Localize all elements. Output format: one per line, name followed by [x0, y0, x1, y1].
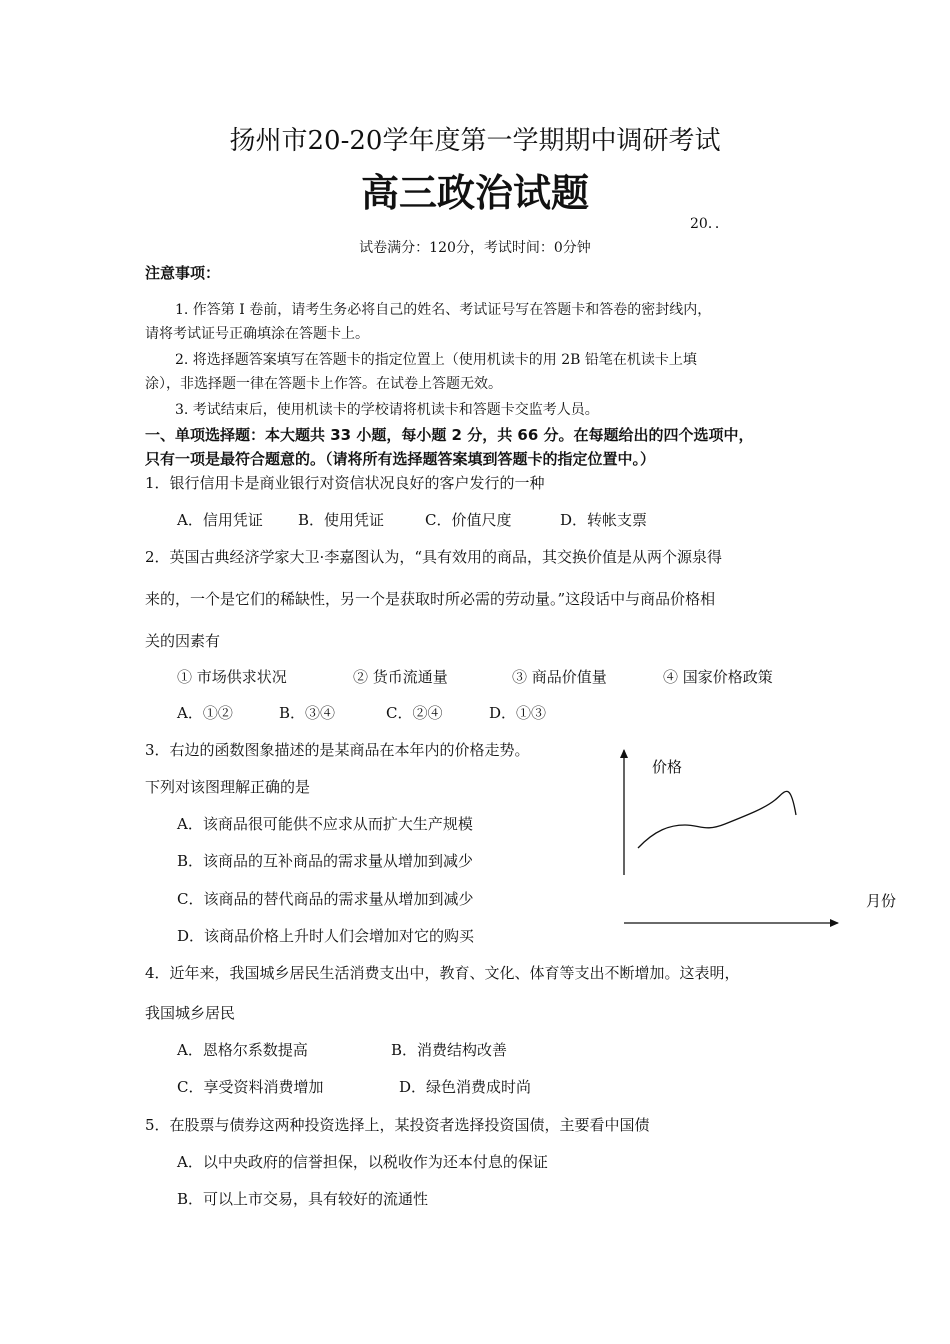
- q2-item-3: ③ 商品价值量: [512, 668, 607, 686]
- q4-option-a: A．恩格尔系数提高: [177, 1041, 308, 1059]
- q1-option-b: B．使用凭证: [298, 511, 385, 529]
- q1-option-d: D．转帐支票: [560, 511, 648, 529]
- q4-option-d: D．绿色消费成时尚: [399, 1078, 532, 1096]
- q3-stem-line-1: 3．右边的函数图象描述的是某商品在本年内的价格走势。: [145, 741, 530, 759]
- q2-option-c: C．②④: [386, 704, 443, 722]
- section1-line-2: 只有一项是最符合题意的。（请将所有选择题答案填到答题卡的指定位置中。）: [145, 450, 656, 468]
- q4-option-c: C．享受资料消费增加: [177, 1078, 324, 1096]
- q2-item-2: ② 货币流通量: [353, 668, 448, 686]
- q2-item-1: ① 市场供求状况: [177, 668, 287, 686]
- q5-stem: 5．在股票与债券这两种投资选择上，某投资者选择投资国债，主要看中国债: [145, 1116, 650, 1134]
- q2-option-d: D．①③: [489, 704, 547, 722]
- note-2-line-1: 2. 将选择题答案填写在答题卡的指定位置上（使用机读卡的用 2B 铅笔在机读卡上填: [175, 352, 697, 368]
- paper-title: 高三政治试题: [360, 171, 589, 215]
- q2-stem-line-2: 来的，一个是它们的稀缺性，另一个是获取时所必需的劳动量。”这段话中与商品价格相: [145, 590, 716, 608]
- q3-stem-line-2: 下列对该图理解正确的是: [145, 778, 311, 796]
- q3-option-c: C．该商品的替代商品的需求量从增加到减少: [177, 890, 474, 908]
- q3-option-d: D．该商品价格上升时人们会增加对它的购买: [177, 927, 475, 945]
- q2-option-a: A．①②: [177, 704, 233, 722]
- price-trend-graph: [600, 740, 910, 940]
- q3-option-b: B．该商品的互补商品的需求量从增加到减少: [177, 852, 474, 870]
- y-axis-label: 价格: [652, 758, 683, 776]
- q4-stem-line-1: 4．近年来，我国城乡居民生活消费支出中，教育、文化、体育等支出不断增加。这表明，: [145, 964, 740, 982]
- note-1-line-2: 请将考试证号正确填涂在答题卡上。: [145, 326, 369, 342]
- q1-option-a: A．信用凭证: [177, 511, 263, 529]
- q1-stem: 1．银行信用卡是商业银行对资信状况良好的客户发行的一种: [145, 474, 545, 492]
- exam-date: 20．．: [690, 216, 729, 232]
- note-3: 3. 考试结束后，使用机读卡的学校请将机读卡和答题卡交监考人员。: [175, 402, 599, 418]
- score-info: 试卷满分：120分，考试时间：0分钟: [359, 240, 591, 256]
- q4-option-b: B．消费结构改善: [391, 1041, 508, 1059]
- section1-line-1: 一、单项选择题：本大题共 33 小题，每小题 2 分，共 66 分。在每题给出的四个选项中，: [145, 426, 754, 444]
- exam-title: 扬州市20-20学年度第一学期期中调研考试: [229, 126, 721, 156]
- note-2-line-2: 涂），非选择题一律在答题卡上作答。在试卷上答题无效。: [145, 376, 502, 392]
- q2-item-4: ④ 国家价格政策: [663, 668, 773, 686]
- q5-option-b: B．可以上市交易，具有较好的流通性: [177, 1190, 429, 1208]
- price-curve: [638, 791, 796, 848]
- q2-stem-line-3: 关的因素有: [145, 632, 221, 650]
- note-1-line-1: 1. 作答第 I 卷前，请考生务必将自己的姓名、考试证号写在答题卡和答卷的密封线内，: [175, 302, 712, 318]
- q2-option-b: B．③④: [279, 704, 336, 722]
- x-axis-label: 月份: [866, 892, 897, 910]
- q2-stem-line-1: 2．英国古典经济学家大卫·李嘉图认为，“具有效用的商品，其交换价值是从两个源泉得: [145, 548, 722, 566]
- q3-option-a: A．该商品很可能供不应求从而扩大生产规模: [177, 815, 473, 833]
- q1-option-c: C．价值尺度: [425, 511, 512, 529]
- notes-heading: 注意事项：: [145, 264, 221, 282]
- q4-stem-line-2: 我国城乡居民: [145, 1004, 236, 1022]
- q5-option-a: A．以中央政府的信誉担保，以税收作为还本付息的保证: [177, 1153, 548, 1171]
